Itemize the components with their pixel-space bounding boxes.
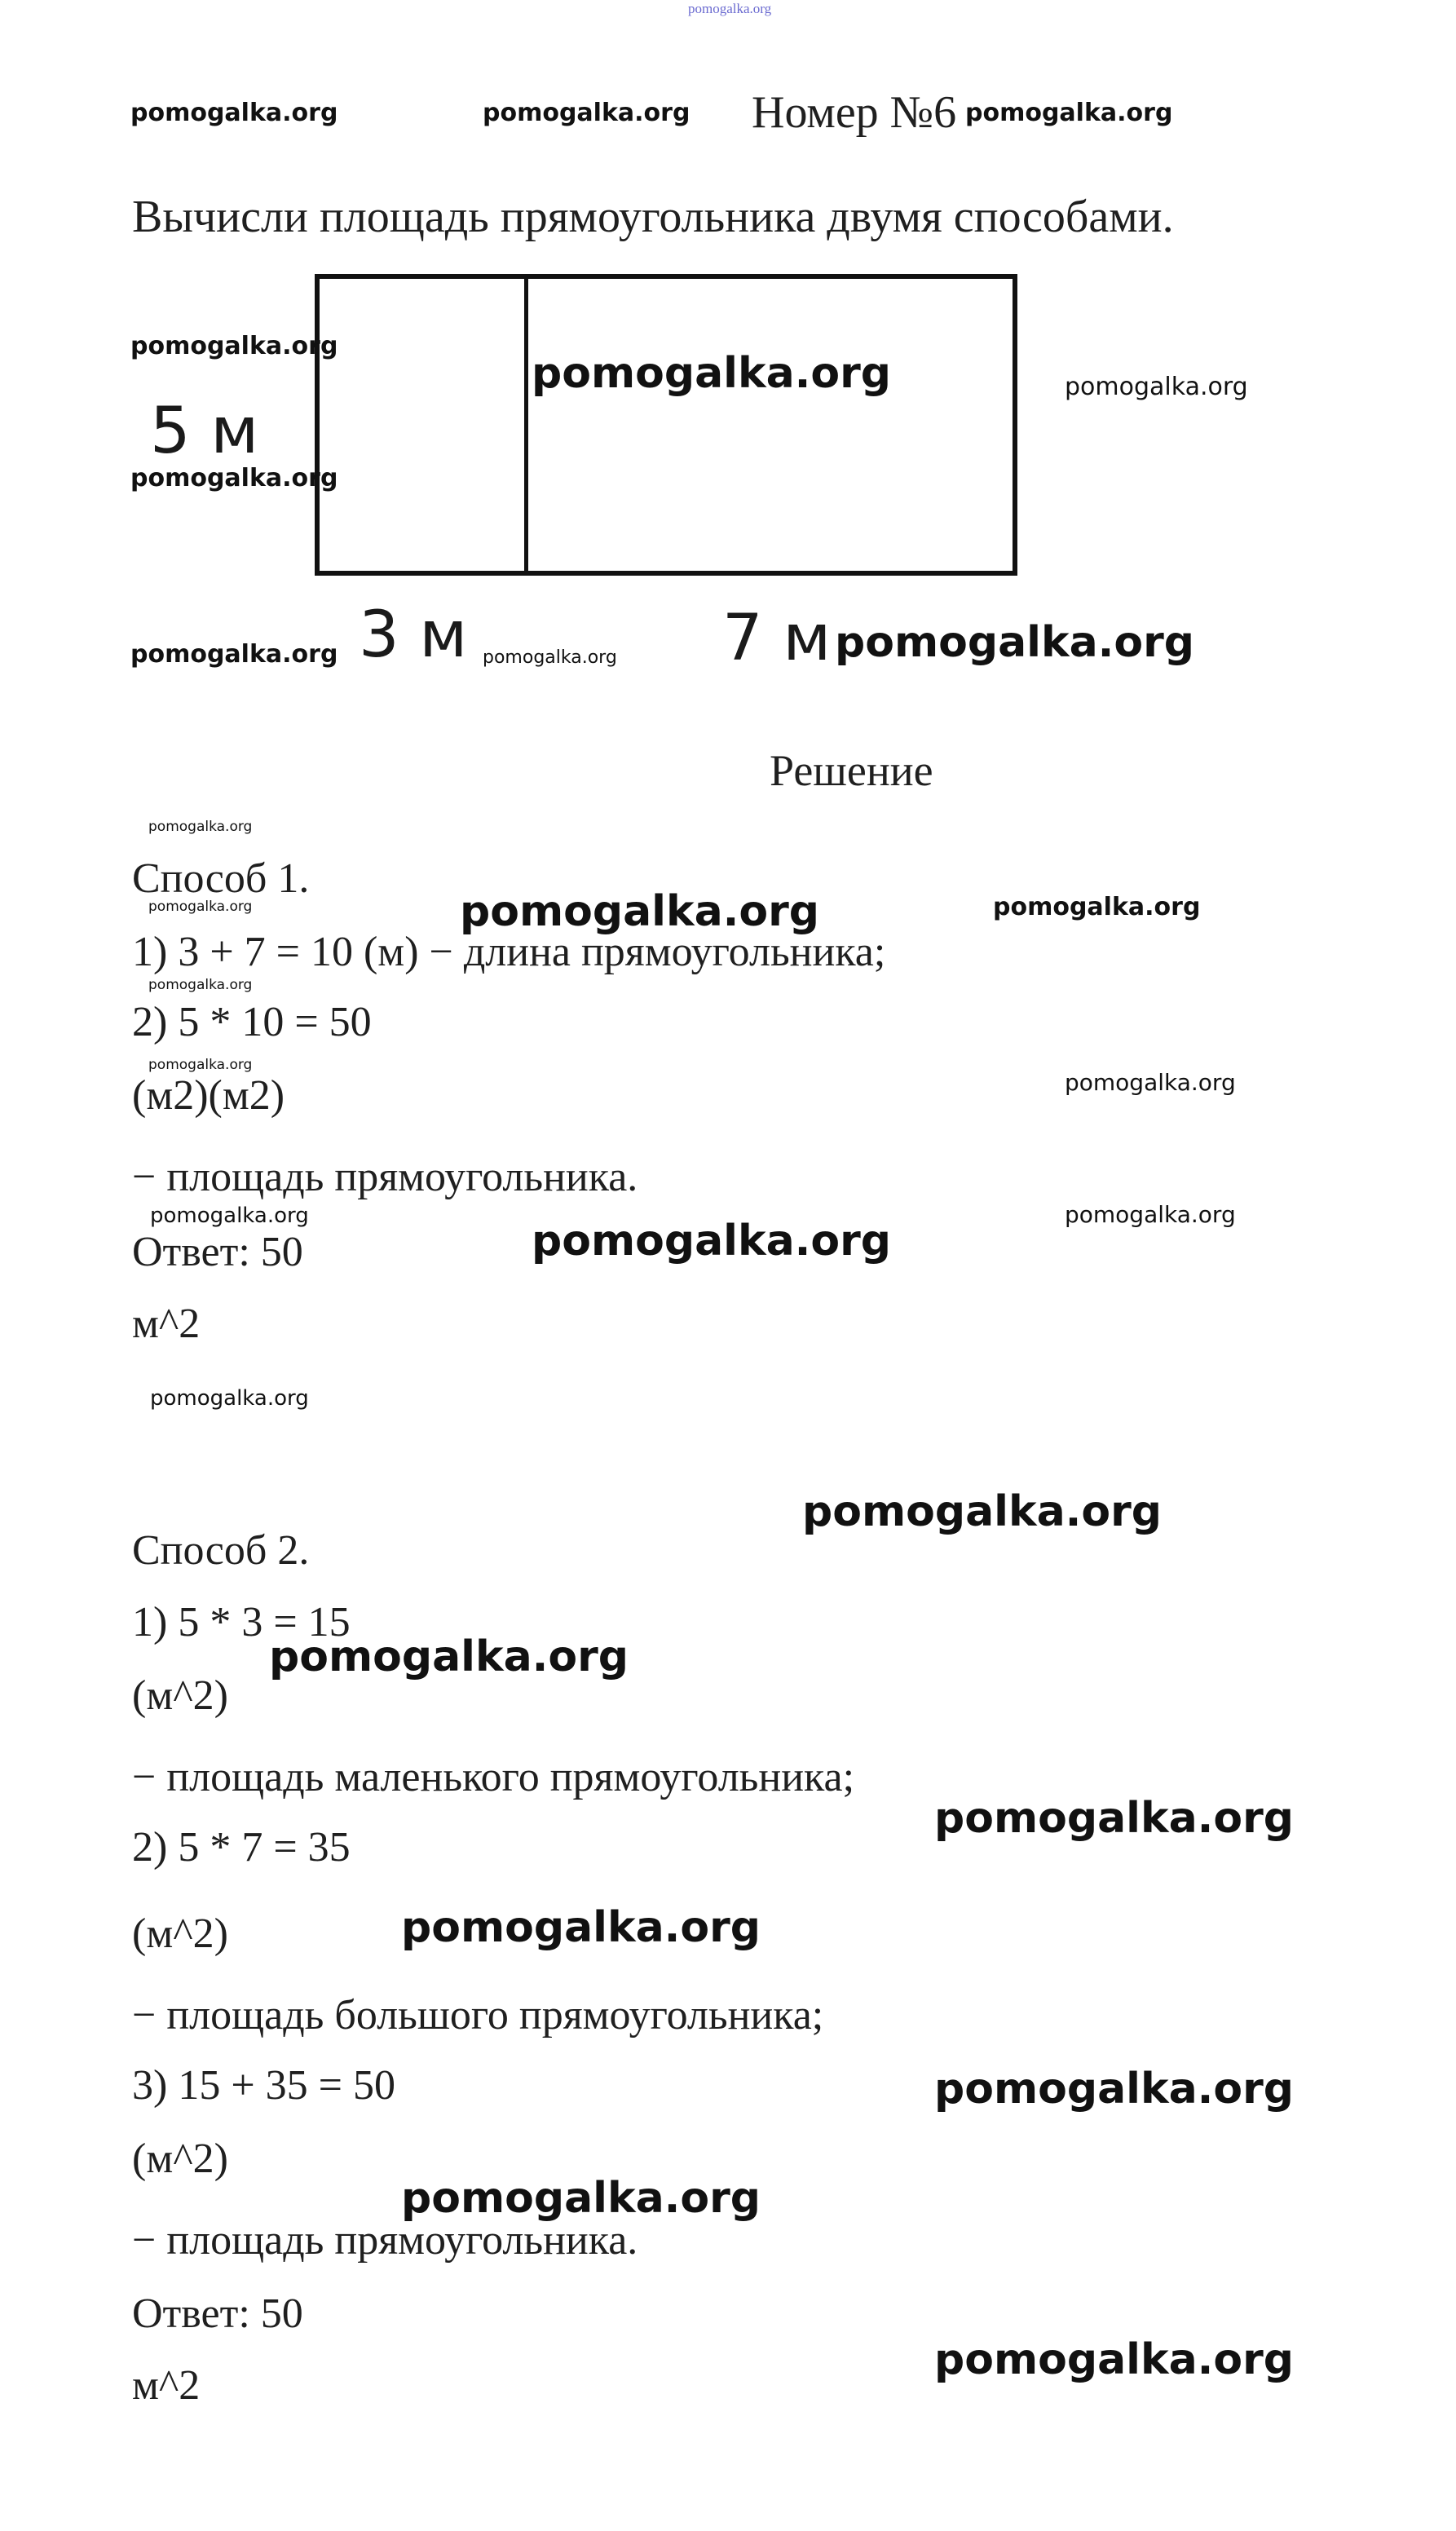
watermark: pomogalka.org (148, 899, 253, 915)
watermark: pomogalka.org (150, 1204, 309, 1228)
watermark: pomogalka.org (993, 893, 1201, 921)
left-width-label: 3 м (359, 599, 468, 672)
divider-line (524, 274, 528, 576)
watermark: pomogalka.org (483, 647, 617, 668)
method2-line5: (м^2) (132, 1910, 228, 1957)
solution-heading: Решение (770, 746, 933, 795)
watermark: pomogalka.org (965, 99, 1173, 127)
watermark: pomogalka.org (150, 1386, 309, 1411)
method1-answer: Ответ: 50 (132, 1229, 303, 1275)
watermark: pomogalka.org (130, 332, 338, 360)
task-text: Вычисли площадь прямоугольника двумя способами. (132, 192, 1174, 242)
watermark: pomogalka.org (130, 640, 338, 669)
watermark: pomogalka.org (148, 977, 253, 993)
method2-line1: 1) 5 * 3 = 15 (132, 1599, 351, 1645)
method2-answer: Ответ: 50 (132, 2290, 303, 2337)
watermark: pomogalka.org (130, 464, 338, 493)
watermark: pomogalka.org (835, 618, 1195, 667)
method1-heading: Способ 1. (132, 855, 310, 902)
watermark: pomogalka.org (934, 1794, 1295, 1843)
method1-line1: 1) 3 + 7 = 10 (м) − длина прямоугольника; (132, 929, 886, 975)
height-label: 5 м (150, 395, 259, 468)
watermark: pomogalka.org (934, 2335, 1295, 2384)
method2-line9: − площадь прямоугольника. (132, 2217, 638, 2264)
watermark: pomogalka.org (532, 1217, 892, 1266)
method2-line3: − площадь маленького прямоугольника; (132, 1754, 855, 1800)
watermark: pomogalka.org (1065, 1201, 1236, 1228)
method2-answer-unit: м^2 (132, 2362, 201, 2409)
method2-heading: Способ 2. (132, 1527, 310, 1574)
method2-line8: (м^2) (132, 2136, 228, 2182)
method2-line4: 2) 5 * 7 = 35 (132, 1824, 351, 1871)
watermark-top: pomogalka.org (688, 1, 772, 16)
watermark: pomogalka.org (148, 1057, 253, 1073)
method1-line4: − площадь прямоугольника. (132, 1154, 638, 1200)
outer-rectangle (315, 274, 1017, 576)
method2-line7: 3) 15 + 35 = 50 (132, 2062, 395, 2109)
watermark: pomogalka.org (269, 1632, 629, 1681)
method1-line2: 2) 5 * 10 = 50 (132, 999, 372, 1045)
method2-line2: (м^2) (132, 1672, 228, 1719)
method1-answer-unit: м^2 (132, 1301, 201, 1347)
page-title: Номер №6 (752, 87, 957, 138)
watermark: pomogalka.org (934, 2065, 1295, 2114)
right-width-label: 7 м (722, 602, 832, 675)
watermark: pomogalka.org (532, 349, 892, 398)
watermark: pomogalka.org (130, 99, 338, 127)
watermark: pomogalka.org (483, 99, 690, 127)
watermark: pomogalka.org (802, 1487, 1163, 1536)
watermark: pomogalka.org (401, 1903, 761, 1952)
method2-line6: − площадь большого прямоугольника; (132, 1992, 824, 2038)
watermark: pomogalka.org (148, 819, 253, 835)
watermark: pomogalka.org (401, 2174, 761, 2223)
watermark: pomogalka.org (460, 887, 820, 936)
method1-line3: (м2)(м2) (132, 1072, 285, 1119)
watermark: pomogalka.org (1065, 1069, 1236, 1096)
watermark: pomogalka.org (1065, 373, 1248, 401)
